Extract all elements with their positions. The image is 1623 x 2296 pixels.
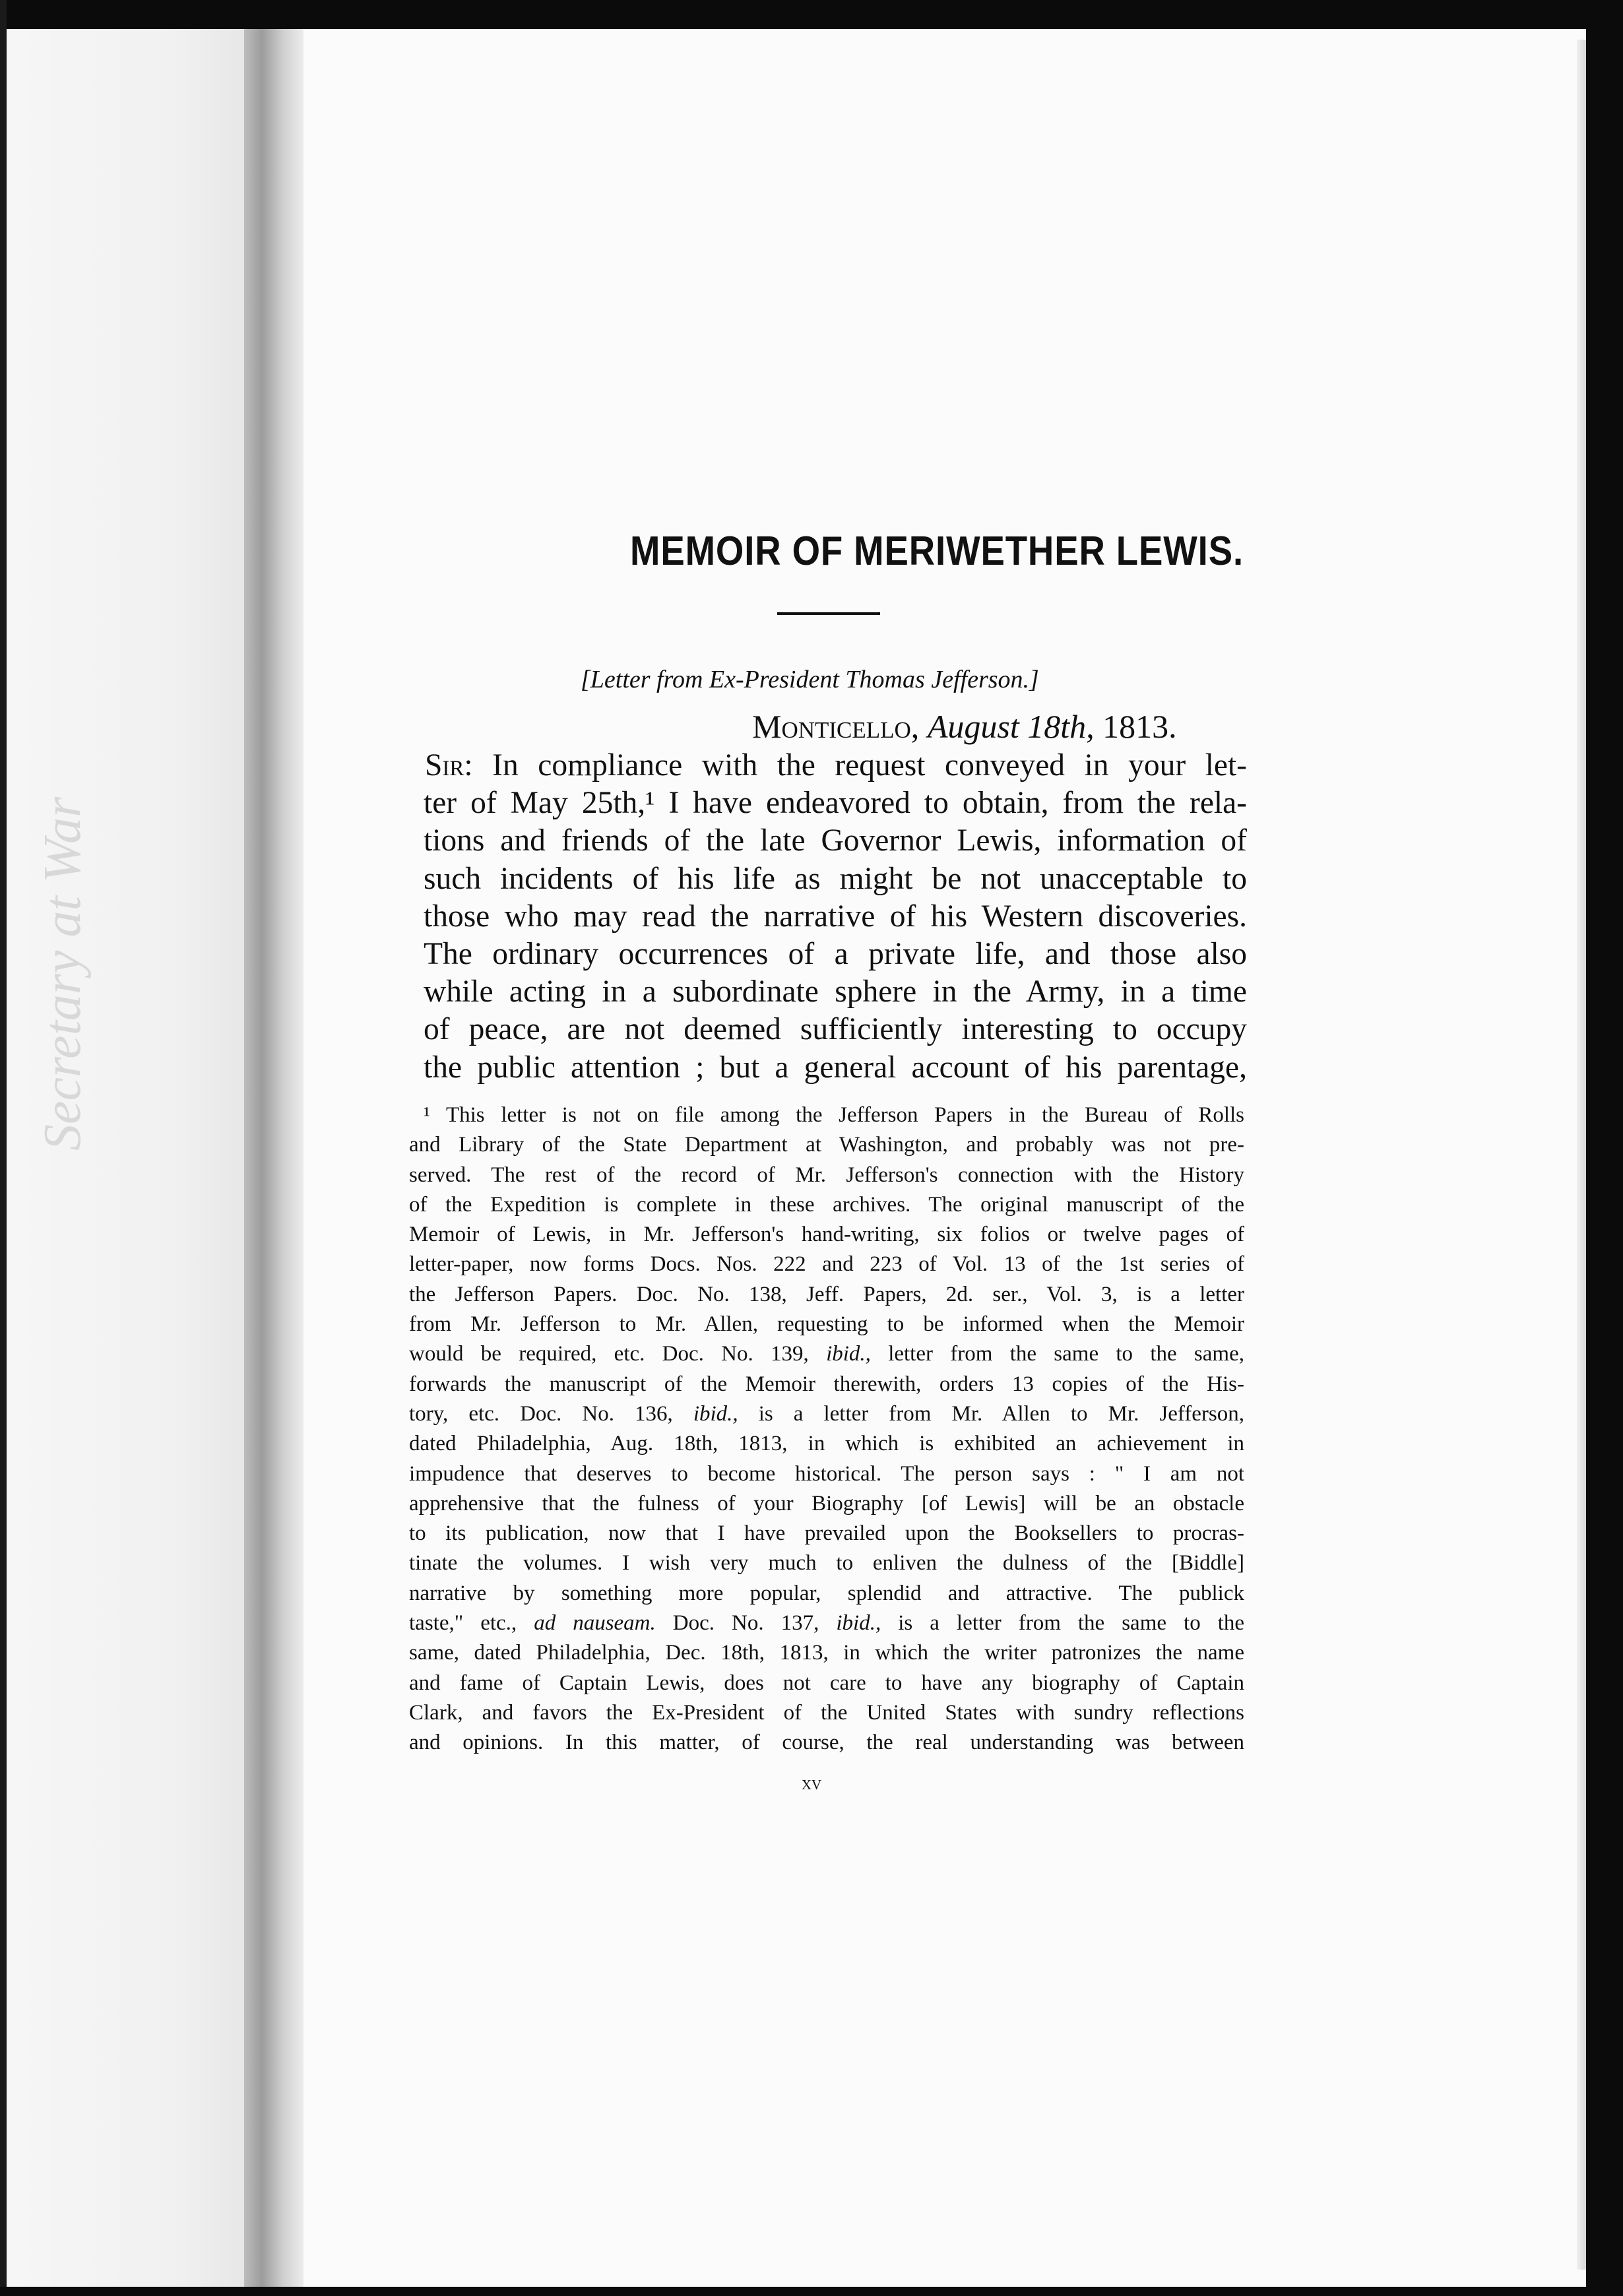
- footnote-text: letter from the same to the same,: [870, 1342, 1244, 1366]
- dateline-date: August 18th,: [927, 708, 1095, 745]
- footnote-line: [409, 1339, 1244, 1369]
- footnote-italic: ibid.,: [836, 1611, 881, 1636]
- footnote-line: forwards the manuscript of the Memoir therewith, orders 13 copies of the His-: [409, 1372, 1244, 1396]
- footnote-line: and opinions. In this matter, of course, the real understanding was between: [409, 1731, 1244, 1755]
- body-line-text: In compliance with the request conveyed in your let-: [472, 748, 1247, 782]
- footnote-text: tory, etc. Doc. No. 136,: [409, 1401, 673, 1426]
- footnote-text: is a letter from Mr. Allen to Mr. Jefferson,: [738, 1401, 1244, 1426]
- body-line: The ordinary occurrences of a private life, and those also: [424, 937, 1247, 972]
- footnote-line: Clark, and favors the Ex-President of the United States with sundry reflections: [409, 1700, 1244, 1725]
- footnote-line: tinate the volumes. I wish very much to enliven the dulness of the [Biddle]: [409, 1551, 1244, 1576]
- footnote-text: Doc. No. 137,: [655, 1611, 819, 1636]
- body-line: [424, 747, 1247, 784]
- letter-body: [424, 747, 1247, 1087]
- footnote-line: [409, 1399, 1244, 1429]
- body-line: while acting in a subordinate sphere in the Army, in a time: [424, 974, 1247, 1009]
- footnote-line: the Jefferson Papers. Doc. No. 138, Jeff. Papers, 2d. ser., Vol. 3, is a letter: [409, 1282, 1244, 1306]
- scan-border-left: [0, 0, 7, 2296]
- scan-border-bottom: [0, 2287, 1623, 2296]
- salutation: Sir:: [425, 748, 473, 782]
- page-title: MEMOIR OF MERIWETHER LEWIS.: [629, 528, 1244, 574]
- footnote-line: apprehensive that the fulness of your Biography [of Lewis] will be an obstacle: [409, 1491, 1244, 1515]
- footnote-text: taste," etc.,: [409, 1611, 517, 1636]
- page-edge: [1577, 40, 1586, 2270]
- footnote-line: served. The rest of the record of Mr. Jefferson's connection with the History: [409, 1163, 1244, 1187]
- footnote-italic: ad nauseam.: [534, 1611, 656, 1636]
- body-line: the public attention ; but a general account of his parentage,: [424, 1050, 1247, 1085]
- body-line: ter of May 25th,¹ I have endeavored to obtain, from the rela-: [424, 786, 1247, 821]
- footnote-line: letter-paper, now forms Docs. Nos. 222 and 223 of Vol. 13 of the 1st series of: [409, 1252, 1244, 1277]
- dateline-place: Monticello,: [752, 708, 920, 745]
- dateline: [752, 707, 1254, 746]
- body-line: tions and friends of the late Governor Lewis, information of: [424, 823, 1247, 858]
- page-number: xv: [801, 1772, 822, 1794]
- footnote-line: narrative by something more popular, splendid and attractive. The publick: [409, 1581, 1244, 1605]
- bleed-through-text: Secretary at War: [34, 796, 92, 1151]
- body-line: those who may read the narrative of his Western discoveries.: [424, 899, 1247, 934]
- footnote-line: [409, 1609, 1244, 1638]
- footnote: [409, 1100, 1244, 1758]
- book-gutter: [244, 29, 303, 2287]
- facing-page: [7, 29, 244, 2287]
- footnote-text: would be required, etc. Doc. No. 139,: [409, 1342, 809, 1366]
- body-line: of peace, are not deemed sufficiently interesting to occupy: [424, 1012, 1247, 1047]
- scan-border-top: [0, 0, 1623, 29]
- footnote-line: same, dated Philadelphia, Dec. 18th, 1813, in which the writer patronizes the name: [409, 1641, 1244, 1665]
- footnote-line: impudence that deserves to become historical. The person says : " I am not: [409, 1461, 1244, 1486]
- dateline-year: 1813.: [1102, 708, 1177, 745]
- footnote-italic: ibid.,: [693, 1401, 738, 1426]
- body-line: such incidents of his life as might be not unacceptable to: [424, 861, 1247, 896]
- footnote-line: of the Expedition is complete in these archives. The original manuscript of the: [409, 1192, 1244, 1217]
- footnote-line: ¹ This letter is not on file among the Jefferson Papers in the Bureau of Rolls: [424, 1103, 1244, 1127]
- footnote-text: is a letter from the same to the: [881, 1611, 1245, 1636]
- footnote-line: dated Philadelphia, Aug. 18th, 1813, in which is exhibited an achievement in: [409, 1432, 1244, 1456]
- footnote-line: Memoir of Lewis, in Mr. Jefferson's hand-writing, six folios or twelve pages of: [409, 1223, 1244, 1247]
- footnote-italic: ibid.,: [826, 1342, 871, 1366]
- footnote-line: to its publication, now that I have prevailed upon the Booksellers to procras-: [409, 1521, 1244, 1546]
- title-rule: [777, 612, 880, 615]
- scan-border-right: [1586, 0, 1623, 2296]
- letter-source: [Letter from Ex-President Thomas Jefferson.]: [581, 666, 1039, 693]
- footnote-line: from Mr. Jefferson to Mr. Allen, requesting to be informed when the Memoir: [409, 1312, 1244, 1337]
- footnote-line: and Library of the State Department at Washington, and probably was not pre-: [409, 1133, 1244, 1157]
- footnote-line: and fame of Captain Lewis, does not care to have any biography of Captain: [409, 1671, 1244, 1695]
